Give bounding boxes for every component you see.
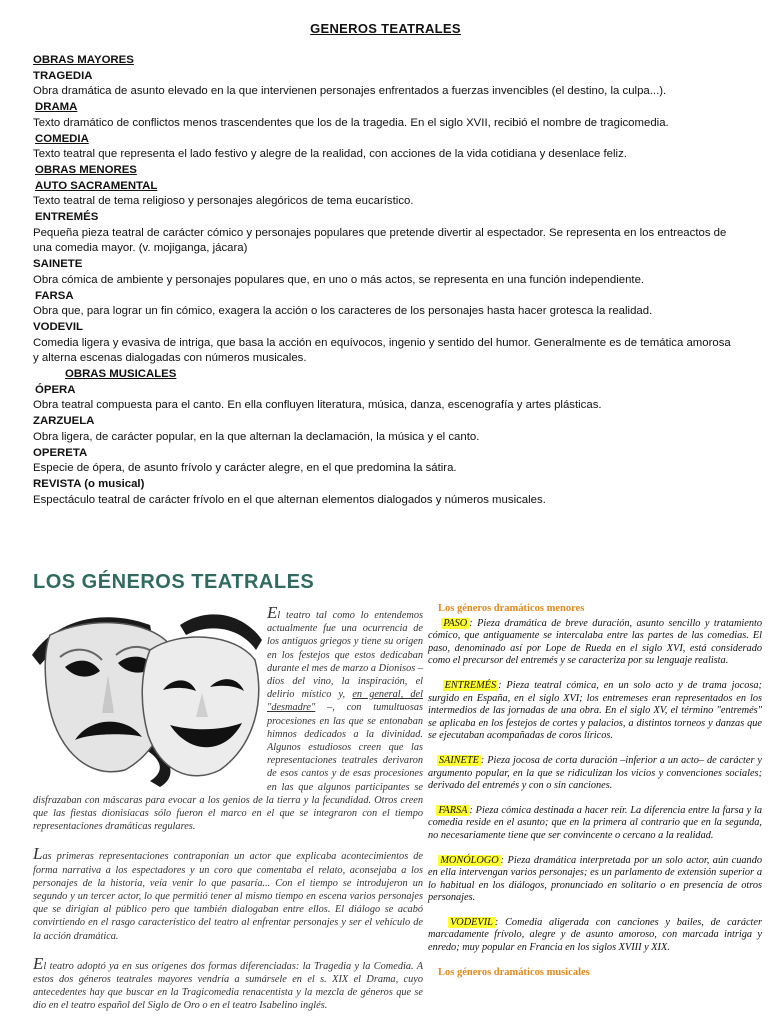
p2-text: as primeras representaciones contraponían un actor que explicaba acontecimientos de forma narrativa a los espectadores y un coro que comentaba el relato, aconsejaba a los personajes de la historia, veía venir lo que pasaría... Con el tiempo se introdujeron un segundo y un tercer actor, lo que permitió tener al mismo tiempo en escena varios personajes que se dirigían al público pero que también dialogaban entre ellos. El diálogo se acabó convirtiendo en el rasgo característico del teatro al enfrentar personajes y ser el vehículo de la acción dramática. — [33, 851, 423, 942]
heading-comedia: COMEDIA — [35, 132, 89, 145]
def-comedia: Texto teatral que representa el lado festivo y alegre de la realidad, con acciones de la vida cotidiana y desenlace feliz. — [33, 148, 627, 160]
entry-entremes — [428, 680, 762, 743]
def-revista: Espectáculo teatral de carácter frívolo en el que alternan elementos dialogados y números musicales. — [33, 493, 546, 506]
term-sainete: SAINETE — [438, 754, 479, 766]
entry-monologo — [428, 855, 762, 905]
def-tragedia: Obra dramática de asunto elevado en la que intervienen personajes enfrentados a fuerzas invencibles (el destino, la culpa...). — [33, 85, 667, 97]
def-vodevil: Comedia ligera y evasiva de intriga, que basa la acción en equívocos, ingenio y sentido del humor. Generalmente es de temática amorosa y alterna escenas dialogadas con números musicales. — [33, 336, 731, 364]
heading-obras-menores: OBRAS MENORES — [35, 164, 137, 176]
heading-sainete: SAINETE — [33, 258, 83, 270]
entry-farsa — [428, 805, 762, 843]
term-farsa: FARSA — [438, 804, 468, 816]
article-paragraph-3 — [33, 953, 423, 1013]
def-zarzuela: Obra ligera, de carácter popular, en la que alternan la declamación, la música y el canto. — [33, 430, 480, 443]
heading-farsa: FARSA — [35, 289, 74, 302]
def-drama: Texto dramático de conflictos menos trascendentes que los de la tragedia. En el siglo XVII, recibió el nombre de tragicomedia. — [33, 116, 669, 129]
term-entremes: ENTREMÉS — [444, 679, 497, 691]
term-monologo: MONÓLOGO — [440, 854, 499, 866]
p1-text-a: l teatro tal como lo entendemos actualmente fue una ocurrencia de los antiguos griegos y tiene su origen en los festejos que estos dedicaban durante el mes de marzo a Dionisos –dios del vino, la inspiración, el delirio místico y, — [267, 610, 423, 701]
entry-sainete — [428, 755, 762, 793]
def-opera: Obra teatral compuesta para el canto. En ella confluyen literatura, música, danza, escenografía y artes plásticas. — [33, 399, 602, 411]
heading-opereta: OPERETA — [33, 446, 88, 459]
def-entremes-menor: : Pieza teatral cómica, en un solo acto y de trama jocosa; surgido en España, en el siglo XVI; los entremeses eran representados en los intermedios de las jornadas de una obra. En el siglo XV, el término "entremés" se aplicaba en los festejos de cortes y palacios, a distintos torneos y danzas que se ejecutaban acompañadas de coros líricos. — [428, 679, 762, 742]
def-farsa: Obra que, para lograr un fin cómico, exagera la acción o los caracteres de los personajes hasta hacer grotesca la realidad. — [33, 305, 653, 317]
dropcap-1: E — [267, 603, 278, 622]
dropcap-3: E — [33, 953, 44, 973]
heading-drama: DRAMA — [35, 101, 78, 113]
def-sainete-menor: : Pieza jocosa de corta duración –inferior a un acto– de carácter y argumento popular, en la que se ridiculizan los vicios y convenciones sociales; derivado del entremés y con o sin canciones. — [428, 754, 762, 792]
heading-auto-sacramental: AUTO SACRAMENTAL — [35, 179, 158, 192]
entry-vodevil — [428, 917, 762, 955]
def-farsa-menor: : Pieza cómica destinada a hacer reír. La diferencia entre la farsa y la comedia reside en el asunto; que en la primera al contrario que en la segunda, no necesariamente tiene que ser convincente o cercano a la realidad. — [428, 804, 762, 841]
term-vodevil: VODEVIL — [450, 916, 493, 928]
p1-text-b: –, con tumultuosas procesiones en las que se entonaban himnos dedicados a la divinidad. Algunos estudiosos creen que las representaciones teatrales derivaron de esos cantos y de esas procesiones en las que algunos participantes se disfrazaban con máscaras para evocar a los genios de la tierra y la fecundidad. Otros creen que las fiestas dionisíacas sólo fueron el marco en el que se integraron con el tiempo representaciones dramáticas regulares. — [33, 702, 423, 833]
heading-tragedia: TRAGEDIA — [33, 69, 93, 82]
heading-generos-musicales: Los géneros dramáticos musicales — [438, 966, 590, 978]
glossary-body — [33, 53, 738, 509]
def-sainete: Obra cómica de ambiente y personajes populares que, en uno o más actos, se representa en una función independiente. — [33, 273, 645, 286]
def-vodevil-menor: : Comedia aligerada con canciones y bailes, de carácter marcadamente frívolo, alegre y de asunto amoroso, con marcada intriga y enredo; muy popular en Francia en los siglos XVIII y XIX. — [428, 916, 762, 954]
entry-paso — [428, 618, 762, 668]
heading-obras-mayores: OBRAS MAYORES — [33, 54, 134, 66]
heading-revista: REVISTA (o musical) — [33, 478, 145, 490]
dropcap-2: L — [33, 844, 43, 864]
term-paso: PASO — [443, 617, 468, 629]
article-paragraph-2 — [33, 844, 423, 942]
heading-opera: ÓPERA — [35, 383, 76, 396]
p1-underlined: en general, del "desmadre" — [267, 689, 423, 714]
def-paso: : Pieza dramática de breve duración, asunto sencillo y tratamiento cómico, que antiguamente se intercalaba entre las partes de las comedias. El paso, denominado así por Lope de Rueda en el siglo XVI, está considerado como el precursor del entremés y se caracteriza por su lenguaje realista. — [428, 617, 762, 667]
heading-generos-menores: Los géneros dramáticos menores — [438, 603, 585, 614]
p3-text: l teatro adoptó ya en sus orígenes dos formas diferenciadas: la Tragedia y la Comedia. A estos dos géneros teatrales mayores vendría a sumársele en el s. XIX el Drama, cuyo antecedentes hay que buscar en la Tragicomedia renacentista y la mezcla de géneros que se dio en el teatro español del Siglo de Oro o en el teatro Isabelino inglés. — [33, 960, 423, 1012]
def-auto-sacramental: Texto teatral de tema religioso y personajes alegóricos de tema eucarístico. — [33, 195, 414, 207]
heading-entremes: ENTREMÉS — [35, 211, 99, 223]
def-entremes: Pequeña pieza teatral de carácter cómico y personajes populares que pretende divertir al espectador. Se representa en los entreactos de una comedia mayor. (v. mojiganga, jácara) — [33, 226, 727, 254]
article-text-column — [33, 603, 423, 1027]
def-opereta: Especie de ópera, de asunto frívolo y carácter alegre, en el que predomina la sátira. — [33, 462, 457, 474]
heading-obras-musicales: OBRAS MUSICALES — [65, 368, 177, 380]
masks-float-space — [33, 606, 267, 784]
article-title: LOS GÉNEROS TEATRALES — [33, 571, 315, 593]
article-paragraph-1 — [33, 603, 423, 833]
minor-genres-column — [428, 603, 762, 981]
heading-vodevil: VODEVIL — [33, 321, 84, 333]
page-title: GENEROS TEATRALES — [310, 21, 461, 36]
heading-zarzuela: ZARZUELA — [33, 415, 95, 427]
def-monologo: : Pieza dramática interpretada por un solo actor, aún cuando en ella intervengan varios personajes; es un parlamento de extensión superior a lo habitual en los diálogos, pronunciado en solitario o en presencia de otros personajes. — [428, 854, 762, 904]
